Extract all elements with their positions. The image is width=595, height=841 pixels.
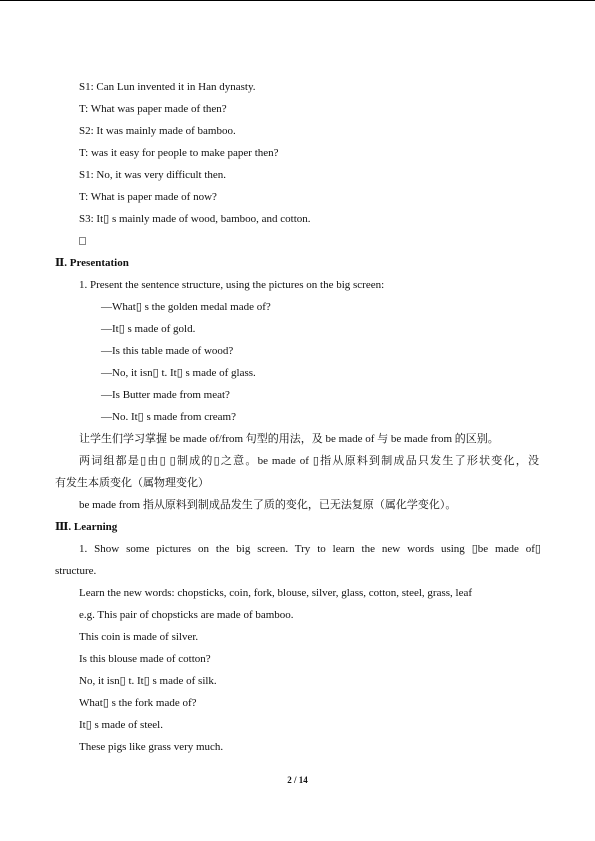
example-line: It▯ s made of steel.: [79, 719, 163, 731]
placeholder-box-icon: [79, 237, 86, 245]
example-line: —Is this table made of wood?: [101, 345, 234, 357]
section-heading: Ⅱ. Presentation: [55, 257, 129, 269]
example-line: —What▯ s the golden medal made of?: [101, 301, 271, 313]
example-line: No, it isn▯ t. It▯ s made of silk.: [79, 675, 217, 687]
note-paragraph: 两词组都是▯由▯ ▯制成的▯之意。be made of ▯指从原料到制成品只发生了形状变化，没: [79, 455, 539, 467]
section-heading: Ⅲ. Learning: [55, 521, 118, 533]
step-text-cont: structure.: [55, 565, 97, 577]
dialogue-line: T: was it easy for people to make paper then?: [79, 147, 279, 159]
note-paragraph: be made from 指从原料到制成品发生了质的变化，已无法复原（属化学变化）。: [79, 499, 457, 511]
page-number: 2 / 14: [287, 775, 308, 785]
example-line: —No. It▯ s made from cream?: [101, 411, 236, 423]
example-line: e.g. This pair of chopsticks are made of bamboo.: [79, 609, 294, 621]
example-line: —Is Butter made from meat?: [101, 389, 230, 401]
step-text: 1. Present the sentence structure, using the pictures on the big screen:: [79, 279, 385, 291]
page-top-rule: [0, 0, 595, 1]
step-text: 1. Show some pictures on the big screen. Try to learn the new words using ▯be made of▯: [79, 543, 541, 555]
dialogue-line: S1: Can Lun invented it in Han dynasty.: [79, 81, 256, 93]
note-paragraph-cont: 有发生本质变化（属物理变化）: [55, 477, 209, 489]
dialogue-line: S1: No, it was very difficult then.: [79, 169, 227, 181]
dialogue-line: S2: It was mainly made of bamboo.: [79, 125, 236, 137]
dialogue-line: T: What was paper made of then?: [79, 103, 227, 115]
new-words-line: Learn the new words: chopsticks, coin, fork, blouse, silver, glass, cotton, steel, grass, leaf: [79, 587, 473, 599]
example-line: These pigs like grass very much.: [79, 741, 224, 753]
example-line: What▯ s the fork made of?: [79, 697, 197, 709]
example-line: —It▯ s made of gold.: [101, 323, 196, 335]
example-line: This coin is made of silver.: [79, 631, 199, 643]
example-line: —No, it isn▯ t. It▯ s made of glass.: [101, 367, 256, 379]
example-line: Is this blouse made of cotton?: [79, 653, 211, 665]
dialogue-line: S3: It▯ s mainly made of wood, bamboo, and cotton.: [79, 213, 311, 225]
note-paragraph: 让学生们学习掌握 be made of/from 句型的用法，及 be made of 与 be made from 的区别。: [79, 433, 499, 445]
dialogue-line: T: What is paper made of now?: [79, 191, 217, 203]
